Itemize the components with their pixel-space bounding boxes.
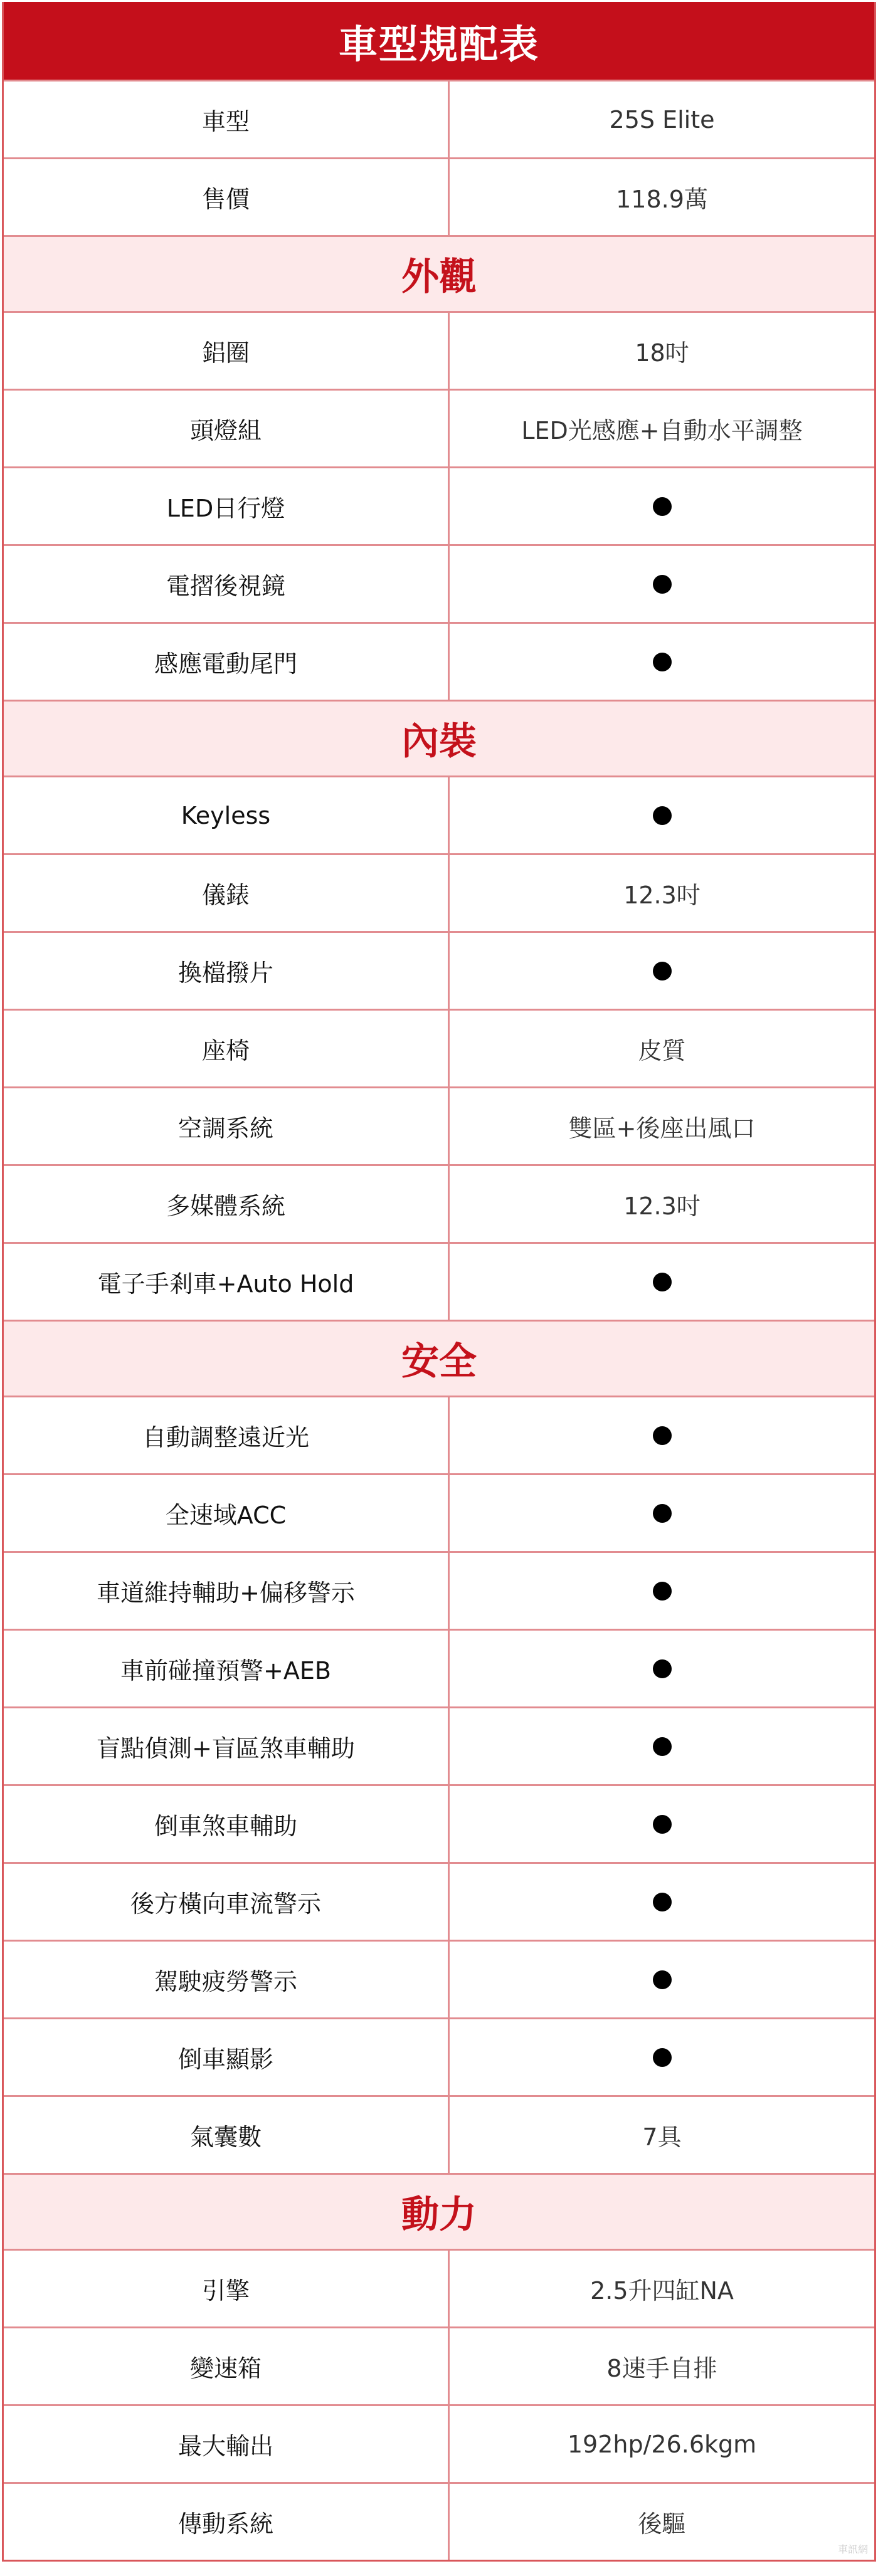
spec-value: 118.9萬 [616, 186, 708, 213]
equipped-dot-icon [653, 575, 672, 594]
table-row [4, 80, 874, 157]
spec-value: 皮質 [638, 1037, 686, 1065]
spec-label: 引擎 [4, 2251, 450, 2326]
table-row [4, 544, 874, 622]
spec-label: 多媒體系統 [4, 1166, 450, 1242]
spec-value [450, 468, 874, 544]
spec-value [450, 1475, 874, 1551]
equipped-dot-icon [653, 1893, 672, 1911]
spec-label: 空調系統 [4, 1088, 450, 1164]
spec-value [450, 1631, 874, 1706]
spec-label: 全速域ACC [4, 1475, 450, 1551]
spec-value: 後驅 [638, 2510, 686, 2538]
watermark: 車訊網 [837, 2543, 868, 2555]
equipped-dot-icon [653, 962, 672, 980]
table-row [4, 1551, 874, 1629]
spec-label: 感應電動尾門 [4, 624, 450, 700]
spec-label: LED日行燈 [4, 468, 450, 544]
spec-label: 售價 [4, 159, 450, 235]
table-row [4, 2249, 874, 2326]
equipped-dot-icon [653, 1659, 672, 1678]
spec-label: 自動調整遠近光 [4, 1397, 450, 1473]
spec-label: 電摺後視鏡 [4, 546, 450, 622]
spec-label: 後方橫向車流警示 [4, 1864, 450, 1940]
equipped-dot-icon [653, 1582, 672, 1601]
equipped-dot-icon [653, 497, 672, 516]
spec-value [450, 624, 874, 700]
spec-label: 駕駛疲勞警示 [4, 1942, 450, 2017]
spec-label: 鋁圈 [4, 313, 450, 389]
spec-label: 電子手剎車+Auto Hold [4, 1244, 450, 1320]
spec-table [2, 2, 876, 2562]
spec-value [450, 1553, 874, 1629]
spec-value [450, 1397, 874, 1473]
table-row [4, 1396, 874, 1473]
table-row [4, 1940, 874, 2017]
section-header: 安全 [4, 1320, 874, 1396]
spec-value: 12.3吋 [623, 881, 701, 909]
equipped-dot-icon [653, 1815, 672, 1834]
spec-value: 8速手自排 [606, 2355, 717, 2382]
equipped-dot-icon [653, 2048, 672, 2067]
equipped-dot-icon [653, 1273, 672, 1291]
table-row [4, 311, 874, 389]
table-row [4, 622, 874, 700]
spec-value [450, 1244, 874, 1320]
spec-label: 車前碰撞預警+AEB [4, 1631, 450, 1706]
spec-label: 座椅 [4, 1011, 450, 1086]
table-row [4, 2326, 874, 2404]
table-row [4, 1629, 874, 1706]
table-title: 車型規配表 [4, 2, 874, 80]
spec-value: 25S Elite [609, 105, 715, 134]
spec-label: 倒車煞車輔助 [4, 1786, 450, 1862]
table-row [4, 1009, 874, 1086]
spec-label: 頭燈組 [4, 391, 450, 466]
spec-value [450, 933, 874, 1009]
spec-label: 盲點偵測+盲區煞車輔助 [4, 1708, 450, 1784]
equipped-dot-icon [653, 1970, 672, 1989]
spec-label: 換檔撥片 [4, 933, 450, 1009]
spec-label: Keyless [4, 777, 450, 853]
table-row [4, 157, 874, 235]
equipped-dot-icon [653, 653, 672, 671]
table-row [4, 1784, 874, 1862]
spec-label: 儀錶 [4, 855, 450, 931]
table-row [4, 853, 874, 931]
spec-value [450, 1786, 874, 1862]
spec-value [450, 1864, 874, 1940]
spec-value: LED光感應+自動水平調整 [521, 417, 803, 444]
equipped-dot-icon [653, 1426, 672, 1445]
spec-value: 192hp/26.6kgm [567, 2430, 757, 2458]
table-row [4, 2482, 874, 2560]
table-row [4, 2404, 874, 2482]
table-row [4, 1862, 874, 1940]
spec-label: 氣囊數 [4, 2097, 450, 2173]
spec-label: 車道維持輔助+偏移警示 [4, 1553, 450, 1629]
table-row [4, 1242, 874, 1320]
section-header: 內裝 [4, 700, 874, 775]
table-row [4, 389, 874, 466]
table-row [4, 466, 874, 544]
spec-value [450, 1708, 874, 1784]
table-row [4, 775, 874, 853]
spec-label: 倒車顯影 [4, 2019, 450, 2095]
table-row [4, 1164, 874, 1242]
spec-value [450, 546, 874, 622]
table-row [4, 1086, 874, 1164]
spec-value [450, 777, 874, 853]
table-row [4, 1706, 874, 1784]
spec-value [450, 1942, 874, 2017]
table-body [4, 80, 874, 2560]
equipped-dot-icon [653, 1504, 672, 1523]
spec-label: 最大輸出 [4, 2406, 450, 2482]
equipped-dot-icon [653, 1737, 672, 1756]
spec-value: 7具 [642, 2123, 682, 2151]
spec-value: 雙區+後座出風口 [568, 1115, 756, 1142]
spec-label: 傳動系統 [4, 2484, 450, 2560]
spec-label: 車型 [4, 81, 450, 157]
spec-label: 變速箱 [4, 2328, 450, 2404]
spec-value: 12.3吋 [623, 1192, 701, 1220]
table-row [4, 2095, 874, 2173]
section-header: 外觀 [4, 235, 874, 311]
spec-value: 18吋 [635, 339, 689, 367]
table-row [4, 931, 874, 1009]
section-header: 動力 [4, 2173, 874, 2249]
table-row [4, 2017, 874, 2095]
table-row [4, 1473, 874, 1551]
spec-value [450, 2019, 874, 2095]
equipped-dot-icon [653, 806, 672, 825]
spec-value: 2.5升四缸NA [590, 2277, 734, 2305]
